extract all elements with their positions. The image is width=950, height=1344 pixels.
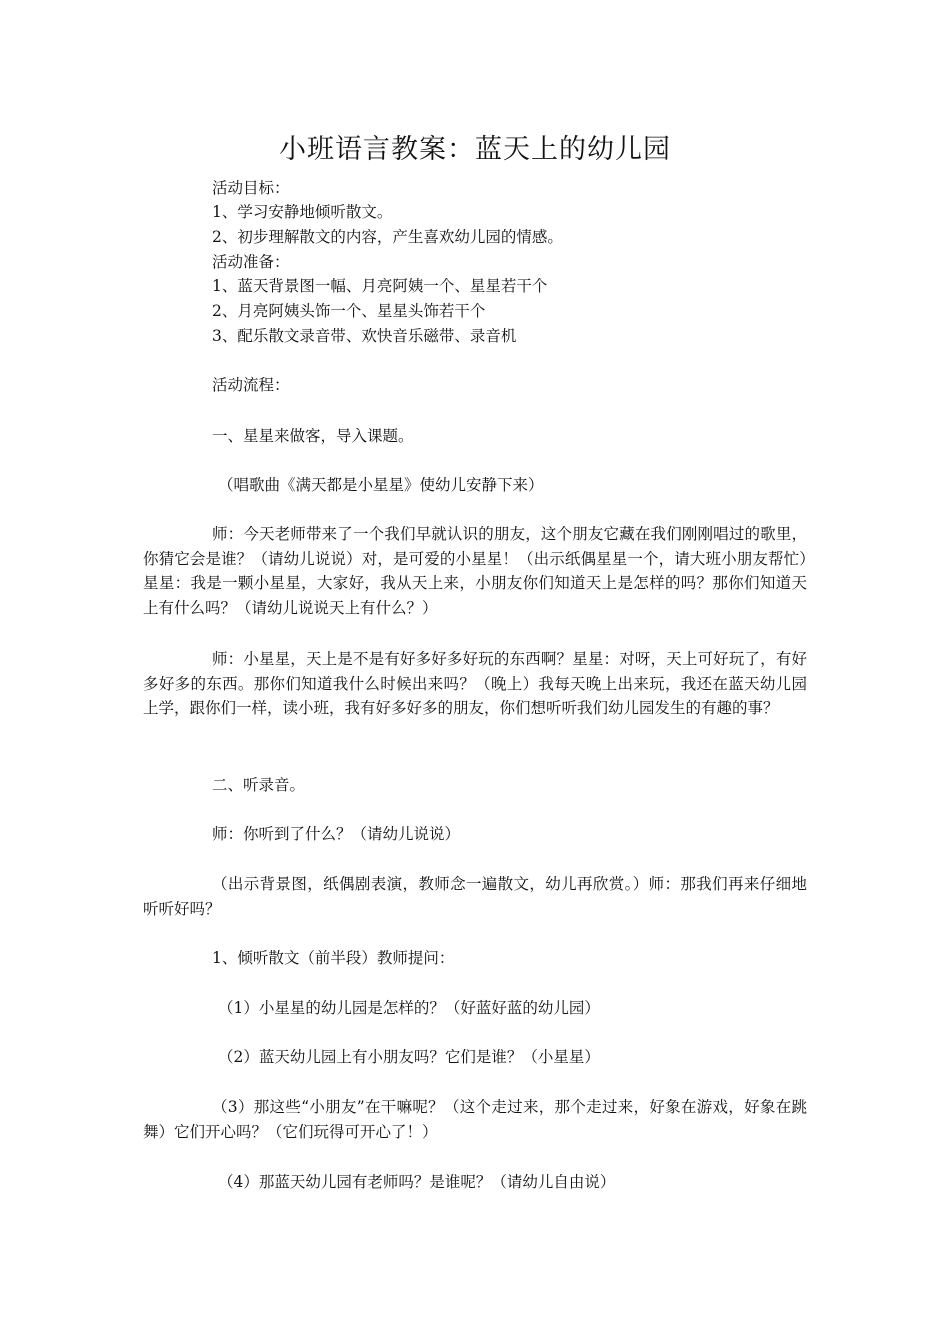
goals-heading: 活动目标： bbox=[212, 179, 290, 197]
teacher-question: 师：你听到了什么？（请幼儿说说） bbox=[212, 825, 461, 843]
goal-item: 1、学习安静地倾听散文。 bbox=[212, 203, 393, 221]
question-item: （4）那蓝天幼儿园有老师吗？是谁呢？（请幼儿自由说） bbox=[218, 1173, 616, 1191]
step-two-heading: 二、听录音。 bbox=[212, 776, 306, 794]
prep-item: 2、月亮阿姨头饰一个、星星头饰若干个 bbox=[212, 302, 486, 320]
paragraph-teacher-intro: 师：今天老师带来了一个我们早就认识的朋友，这个朋友它藏在我们刚刚唱过的歌里，你猜它会是谁？（请幼儿说说）对，是可爱的小星星！（出示纸偶星星一个，请大班小朋友帮忙）星星：我是一颗小星星，大家好，我从天上来，小朋友你们知道天上是怎样的吗？那你们知道天上有什么吗？（请幼儿说说天上有什么？） bbox=[143, 525, 807, 617]
step-one-heading: 一、星星来做客，导入课题。 bbox=[212, 427, 414, 445]
song-note: （唱歌曲《满天都是小星星》使幼儿安静下来） bbox=[218, 476, 544, 494]
question-item: （3）那这些“小朋友”在干嘛呢？（这个走过来，那个走过来，好象在游戏，好象在跳舞）它们开心吗？（它们玩得可开心了！） bbox=[143, 1098, 807, 1141]
question-item: （2）蓝天幼儿园上有小朋友吗？它们是谁？（小星星） bbox=[218, 1048, 600, 1066]
paragraph-star-dialogue: 师：小星星，天上是不是有好多好多好玩的东西啊？星星：对呀，天上可好玩了，有好多好多的东西。那你们知道我什么时候出来吗？（晚上）我每天晚上出来玩，我还在蓝天幼儿园上学，跟你们一样，读小班，我有好多好多的朋友，你们想听听我们幼儿园发生的有趣的事？ bbox=[143, 650, 807, 718]
sub-step-heading: 1、倾听散文（前半段）教师提问： bbox=[212, 949, 455, 967]
question-item: （1）小星星的幼儿园是怎样的？（好蓝好蓝的幼儿园） bbox=[218, 999, 600, 1017]
paragraph-show-background: （出示背景图，纸偶剧表演，教师念一遍散文，幼儿再欣赏。）师：那我们再来仔细地听听好吗？ bbox=[143, 875, 807, 918]
goal-item: 2、初步理解散文的内容，产生喜欢幼儿园的情感。 bbox=[212, 228, 563, 246]
prep-item: 1、蓝天背景图一幅、月亮阿姨一个、星星若干个 bbox=[212, 277, 548, 295]
prep-heading: 活动准备： bbox=[212, 253, 290, 271]
document-title: 小班语言教案：蓝天上的幼儿园 bbox=[279, 134, 671, 165]
prep-item: 3、配乐散文录音带、欢快音乐磁带、录音机 bbox=[212, 327, 517, 345]
flow-heading: 活动流程： bbox=[212, 376, 290, 394]
